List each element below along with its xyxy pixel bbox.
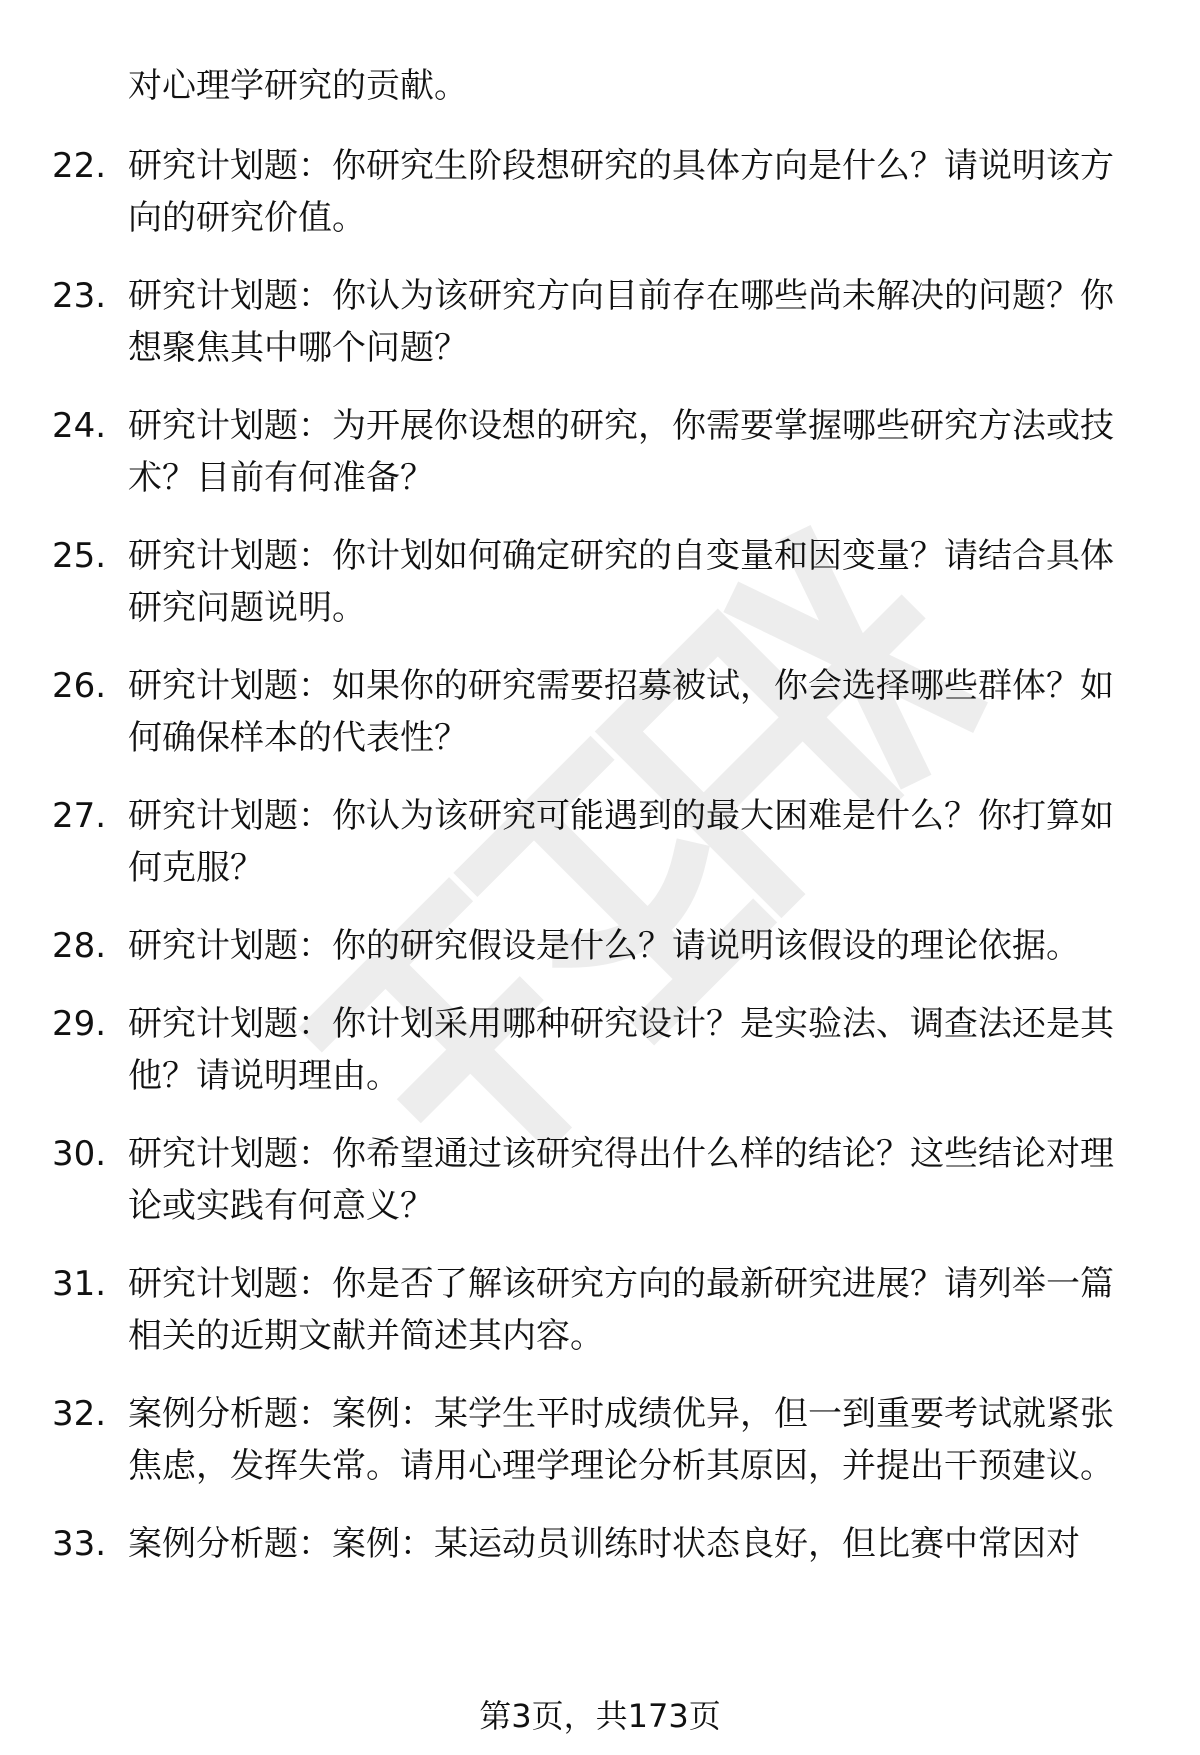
- question-item: [0, 790, 1200, 894]
- question-item: [0, 140, 1200, 244]
- question-list: [0, 140, 1200, 1596]
- question-number: 32.: [52, 1394, 107, 1434]
- question-item: [0, 1518, 1200, 1570]
- question-number: 33.: [52, 1524, 107, 1564]
- question-number: 26.: [52, 666, 107, 706]
- question-number: 29.: [52, 1004, 107, 1044]
- question-item: [0, 1258, 1200, 1362]
- question-number: 31.: [52, 1264, 107, 1304]
- continuation-text: 对心理学研究的贡献。: [128, 66, 468, 106]
- question-item: [0, 1388, 1200, 1492]
- question-item: [0, 1128, 1200, 1232]
- question-number: 30.: [52, 1134, 107, 1174]
- question-item: [0, 920, 1200, 972]
- question-number: 27.: [52, 796, 107, 836]
- question-text: 案例分析题：案例：某运动员训练时状态良好，但比赛中常因对: [128, 1524, 1080, 1564]
- question-item: [0, 270, 1200, 374]
- question-text: 研究计划题：如果你的研究需要招募被试，你会选择哪些群体？如何确保样本的代表性？: [128, 666, 1114, 758]
- question-number: 24.: [52, 406, 107, 446]
- question-text: 研究计划题：你计划采用哪种研究设计？是实验法、调查法还是其他？请说明理由。: [128, 1004, 1114, 1096]
- question-number: 22.: [52, 146, 107, 186]
- question-number: 25.: [52, 536, 107, 576]
- question-item: [0, 400, 1200, 504]
- question-text: 研究计划题：你希望通过该研究得出什么样的结论？这些结论对理论或实践有何意义？: [128, 1134, 1114, 1226]
- question-number: 23.: [52, 276, 107, 316]
- question-number: 28.: [52, 926, 107, 966]
- question-item: [0, 998, 1200, 1102]
- question-text: 案例分析题：案例：某学生平时成绩优异，但一到重要考试就紧张焦虑，发挥失常。请用心理学理论分析其原因，并提出干预建议。: [128, 1394, 1114, 1486]
- question-text: 研究计划题：你认为该研究可能遇到的最大困难是什么？你打算如何克服？: [128, 796, 1114, 888]
- question-text: 研究计划题：你的研究假设是什么？请说明该假设的理论依据。: [128, 926, 1080, 966]
- question-text: 研究计划题：你是否了解该研究方向的最新研究进展？请列举一篇相关的近期文献并简述其内容。: [128, 1264, 1114, 1356]
- question-text: 研究计划题：为开展你设想的研究，你需要掌握哪些研究方法或技术？目前有何准备？: [128, 406, 1114, 498]
- question-item: [0, 530, 1200, 634]
- question-text: 研究计划题：你计划如何确定研究的自变量和因变量？请结合具体研究问题说明。: [128, 536, 1114, 628]
- question-item: [0, 660, 1200, 764]
- question-text: 研究计划题：你研究生阶段想研究的具体方向是什么？请说明该方向的研究价值。: [128, 146, 1114, 238]
- question-text: 研究计划题：你认为该研究方向目前存在哪些尚未解决的问题？你想聚焦其中哪个问题？: [128, 276, 1114, 368]
- page-footer: 第3页，共173页: [479, 1697, 721, 1735]
